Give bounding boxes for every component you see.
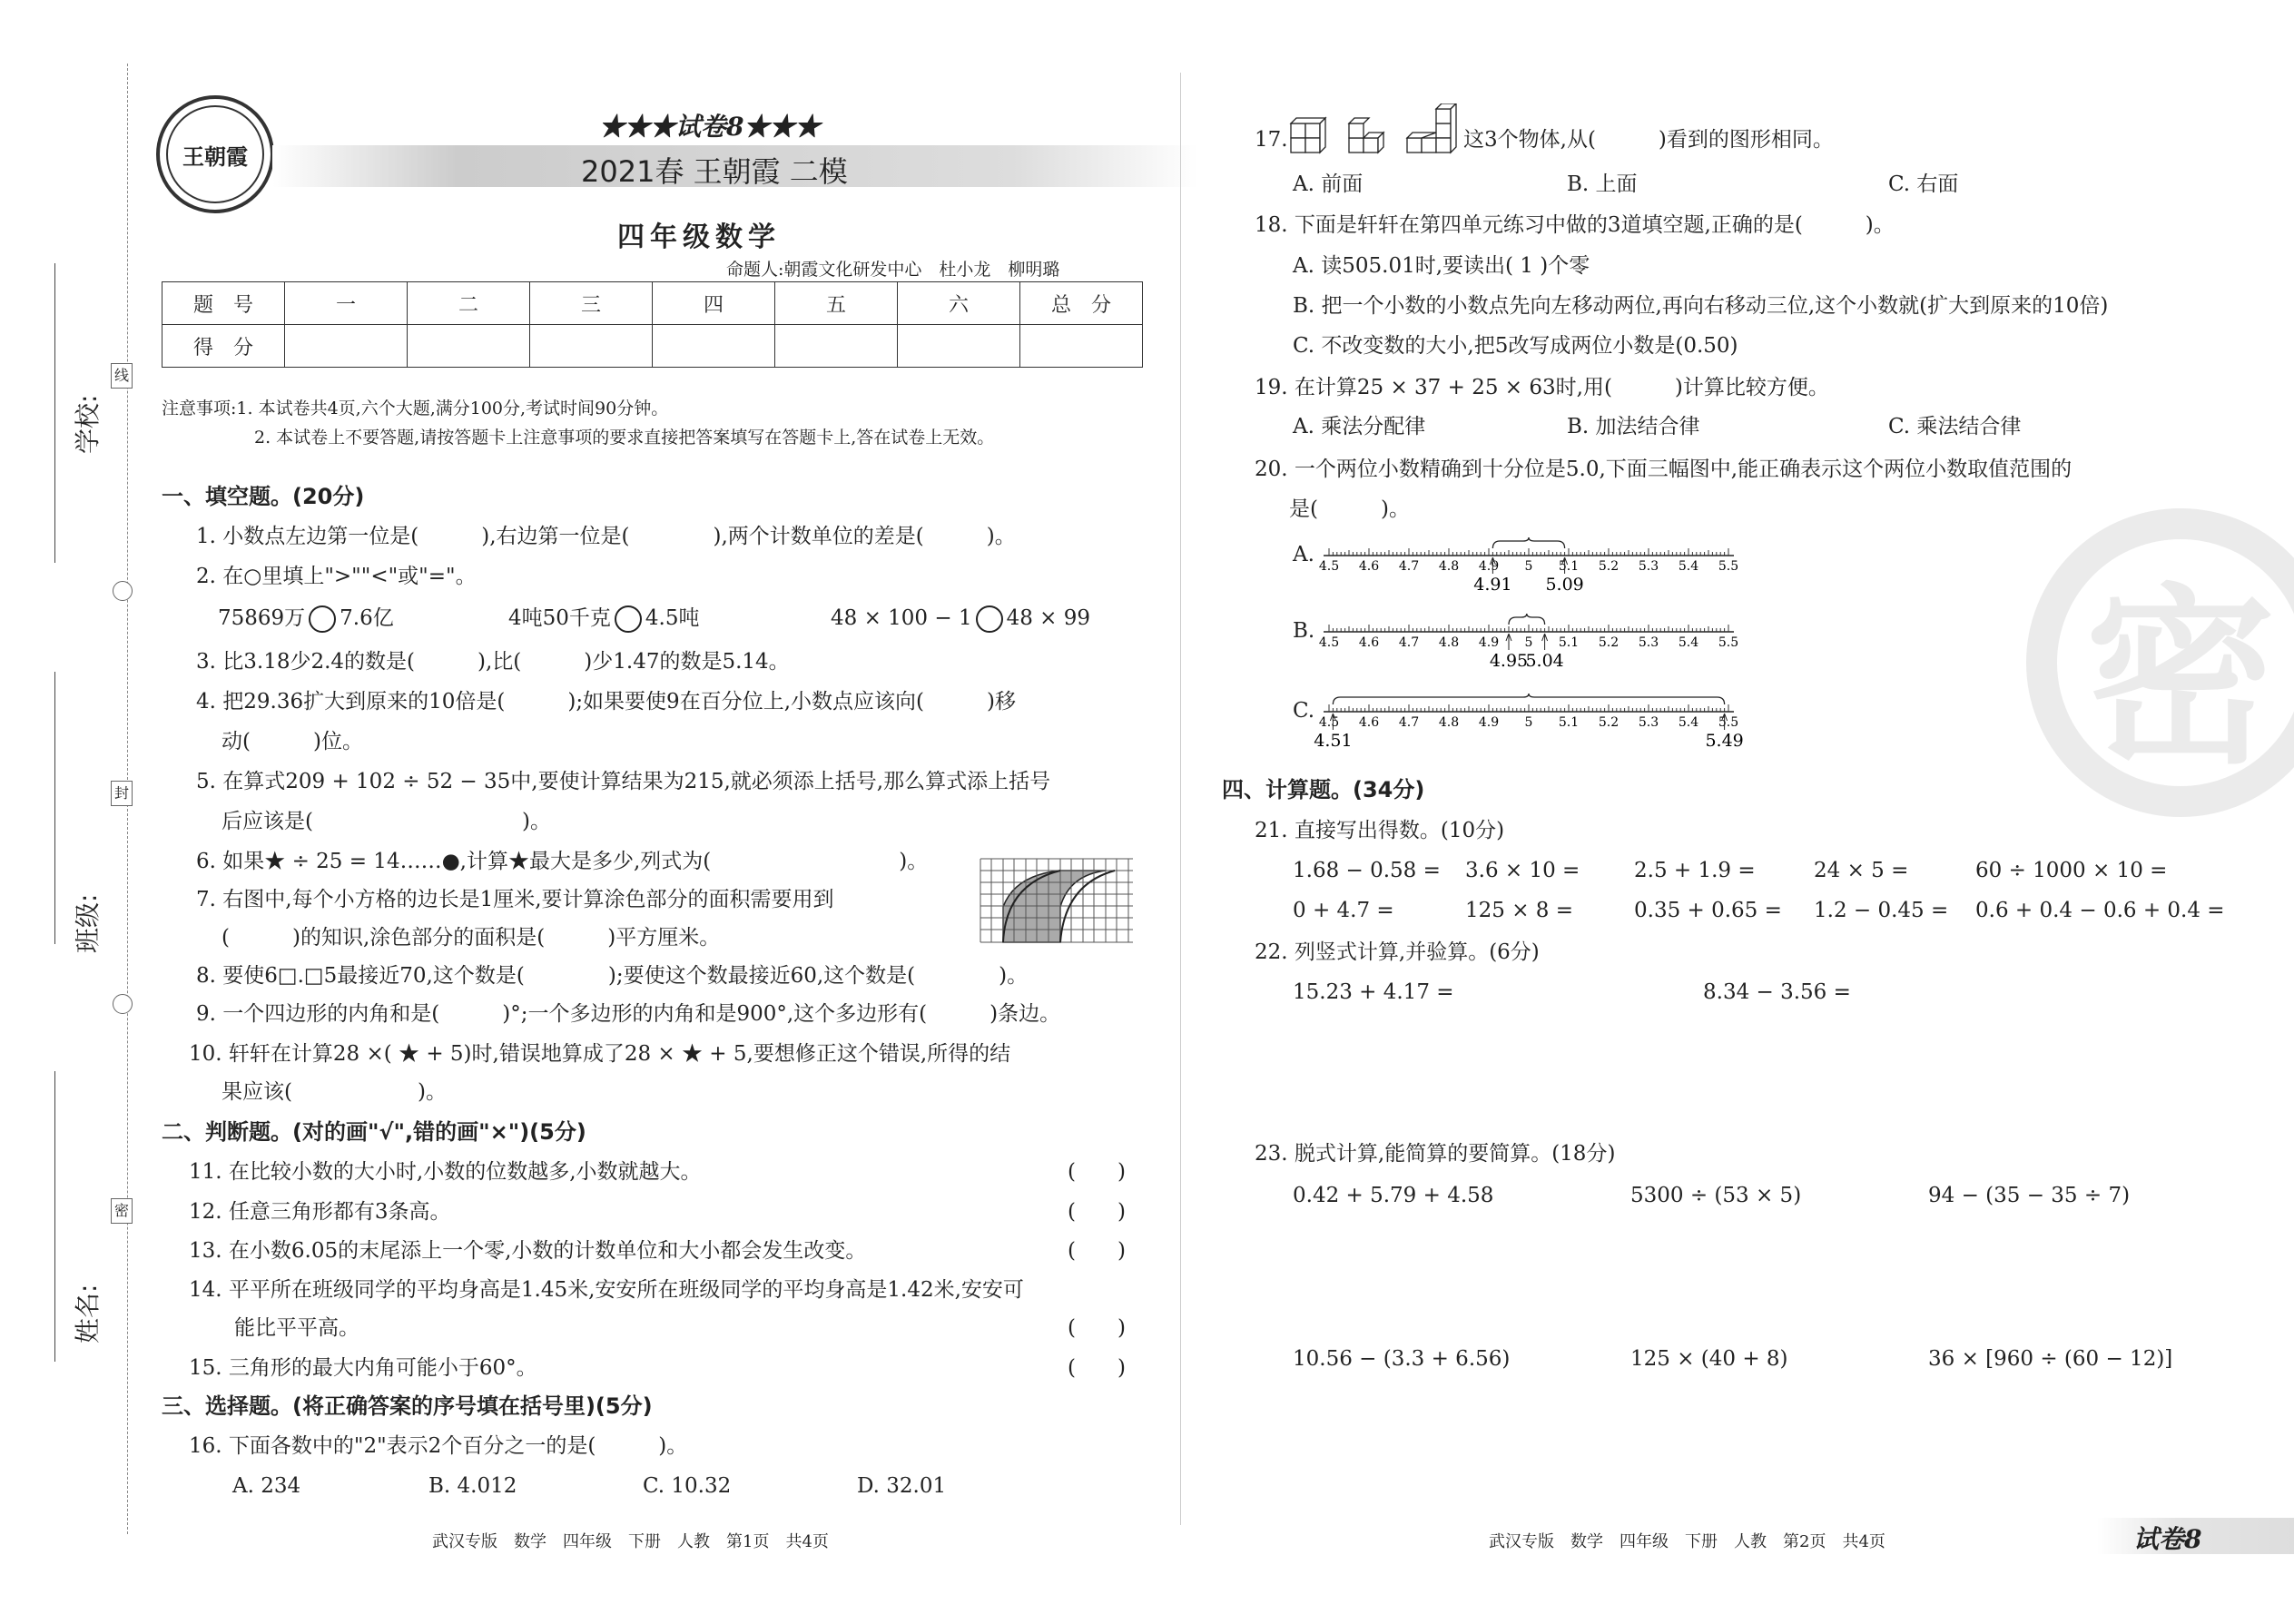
ruler-svg xyxy=(1307,614,1779,677)
section3-title: 三、选择题。(将正确答案的序号填在括号里)(5分) xyxy=(162,1393,653,1419)
q21-item: 24 × 5 = xyxy=(1814,859,1909,882)
ruler-tick-label: 5.3 xyxy=(1638,635,1659,650)
question-20-cont: 是( )。 xyxy=(1289,497,1410,521)
q21-item: 125 × 8 = xyxy=(1465,899,1574,922)
q16-option-d: D. 32.01 xyxy=(857,1474,947,1498)
answer-paren: ( ) xyxy=(1068,1239,1126,1263)
compare-circle-icon xyxy=(309,605,336,633)
q21-item: 1.2 − 0.45 = xyxy=(1814,899,1949,922)
ruler-tick-label: 4.6 xyxy=(1358,715,1380,730)
range-endpoint-label: 4.91 xyxy=(1473,575,1512,595)
q18-option-a: A. 读505.01时,要读出( 1 )个零 xyxy=(1293,254,1590,278)
q16-option-c: C. 10.32 xyxy=(643,1474,732,1498)
ruler-tick-label: 5.4 xyxy=(1678,635,1699,650)
note-1: 注意事项:1. 本试卷共4页,六个大题,满分100分,考试时间90分钟。 xyxy=(162,399,669,418)
q2-item-c: 48 × 100 − 1 48 × 99 xyxy=(831,605,1090,633)
score-header-cell: 三 xyxy=(530,282,653,325)
score-header-cell: 五 xyxy=(775,282,898,325)
q23-item: 94 − (35 − 35 ÷ 7) xyxy=(1928,1184,2131,1207)
binding-hole-icon xyxy=(113,994,133,1014)
ruler-tick-label: 4.5 xyxy=(1318,635,1340,650)
q21-item: 0.35 + 0.65 = xyxy=(1634,899,1782,922)
ruler-tick-label: 4.8 xyxy=(1438,715,1460,730)
q21-item: 1.68 − 0.58 = xyxy=(1293,859,1441,882)
ruler-tick-label: 4.7 xyxy=(1398,635,1420,650)
score-cell xyxy=(408,325,530,368)
score-row-label: 得 分 xyxy=(162,325,285,368)
ruler-tick-label: 4.6 xyxy=(1358,635,1380,650)
score-header-cell: 二 xyxy=(408,282,530,325)
score-table xyxy=(162,281,1143,368)
compare-circle-icon xyxy=(976,605,1003,633)
score-cell xyxy=(898,325,1020,368)
q17-option-c: C. 右面 xyxy=(1888,172,1959,196)
question-14-cont: 能比平平高。 xyxy=(234,1316,359,1340)
ruler-option-label: C. xyxy=(1293,699,1315,723)
range-endpoint-label: 4.95 xyxy=(1489,651,1529,671)
q16-option-a: A. 234 xyxy=(232,1474,301,1498)
score-header-cell: 六 xyxy=(898,282,1020,325)
ruler-tick-label: 5.2 xyxy=(1598,715,1620,730)
score-cell xyxy=(775,325,898,368)
exam-title: 2021春 王朝霞 二模 xyxy=(581,154,848,189)
binding-hole-icon xyxy=(113,581,133,601)
answer-paren: ( ) xyxy=(1068,1356,1126,1380)
range-endpoint-label: 5.04 xyxy=(1525,651,1564,671)
ruler-svg xyxy=(1307,694,1779,757)
q21-item: 0 + 4.7 = xyxy=(1293,899,1394,922)
footer-right: 武汉专版 数学 四年级 下册 人教 第2页 共4页 xyxy=(1489,1532,1885,1551)
ruler-tick-label: 5.5 xyxy=(1718,559,1739,574)
section1-title: 一、填空题。(20分) xyxy=(162,484,365,509)
class-label: 班级: xyxy=(73,893,103,953)
ruler-tick-label: 5.1 xyxy=(1558,715,1580,730)
question-16: 16. 下面各数中的"2"表示2个百分之一的是( )。 xyxy=(189,1434,688,1458)
score-cell xyxy=(530,325,653,368)
question-7: 7. 右图中,每个小方格的边长是1厘米,要计算涂色部分的面积需要用到 xyxy=(196,888,834,911)
question-6: 6. 如果★ ÷ 25 = 14……●,计算★最大是多少,列式为( )。 xyxy=(196,850,929,873)
question-8: 8. 要使6□.□5最接近70,这个数是( );要使这个数最接近60,这个数是( )。 xyxy=(196,964,1029,988)
question-22: 22. 列竖式计算,并验算。(6分) xyxy=(1255,940,1540,964)
q23-item: 5300 ÷ (53 × 5) xyxy=(1630,1184,1802,1207)
question-10: 10. 轩轩在计算28 ×( ★ + 5)时,错误地算成了28 × ★ + 5,要想修正这个错误,所得的结 xyxy=(189,1042,1011,1066)
range-brace xyxy=(1333,694,1724,704)
name-label: 姓名: xyxy=(73,1284,103,1343)
footer-paper-tag: 试卷8 xyxy=(2133,1524,2202,1554)
q21-item: 2.5 + 1.9 = xyxy=(1634,859,1756,882)
answer-paren: ( ) xyxy=(1068,1200,1126,1224)
score-header-cell: 四 xyxy=(653,282,775,325)
ruler-tick-label: 4.6 xyxy=(1358,559,1380,574)
logo-text: 王朝霞 xyxy=(166,105,264,203)
question-5-cont: 后应该是( )。 xyxy=(222,810,551,833)
ruler-tick-label: 5.3 xyxy=(1638,715,1659,730)
q21-item: 0.6 + 0.4 − 0.6 + 0.4 = xyxy=(1975,899,2225,922)
q19-option-c: C. 乘法结合律 xyxy=(1888,415,2022,438)
ruler-svg xyxy=(1307,537,1779,601)
q22-item: 15.23 + 4.17 = xyxy=(1293,980,1454,1004)
ruler-tick-label: 5.1 xyxy=(1558,635,1580,650)
secret-watermark: 密 xyxy=(2026,508,2294,817)
q23-item: 10.56 − (3.3 + 6.56) xyxy=(1293,1347,1511,1371)
range-endpoint-label: 5.49 xyxy=(1705,731,1744,751)
ruler-option-label: A. xyxy=(1293,543,1314,566)
ruler-tick-label: 5 xyxy=(1524,559,1533,574)
ruler-tick-label: 5.2 xyxy=(1598,559,1620,574)
footer-left: 武汉专版 数学 四年级 下册 人教 第1页 共4页 xyxy=(432,1532,829,1551)
q23-item: 125 × (40 + 8) xyxy=(1630,1347,1788,1371)
ruler-tick-label: 4.9 xyxy=(1478,715,1500,730)
question-21: 21. 直接写出得数。(10分) xyxy=(1255,819,1505,842)
question-3: 3. 比3.18少2.4的数是( ),比( )少1.47的数是5.14。 xyxy=(196,650,790,674)
q21-item: 60 ÷ 1000 × 10 = xyxy=(1975,859,2168,882)
question-2: 2. 在○里填上">""<"或"="。 xyxy=(196,565,477,588)
question-14: 14. 平平所在班级同学的平均身高是1.45米,安安所在班级同学的平均身高是1.42米,安安可 xyxy=(189,1278,1024,1302)
score-header-cell: 一 xyxy=(285,282,408,325)
ruler-tick-label: 5 xyxy=(1524,635,1533,650)
question-11: 11. 在比较小数的大小时,小数的位数越多,小数就越大。 xyxy=(189,1160,702,1184)
ruler-tick-label: 4.7 xyxy=(1398,559,1420,574)
q17-cubes-figure xyxy=(1289,103,1462,158)
q23-item: 0.42 + 5.79 + 4.58 xyxy=(1293,1184,1494,1207)
ruler-tick-label: 4.5 xyxy=(1318,715,1340,730)
section4-title: 四、计算题。(34分) xyxy=(1222,777,1425,802)
q16-option-b: B. 4.012 xyxy=(428,1474,517,1498)
question-7-cont: ( )的知识,涂色部分的面积是( )平方厘米。 xyxy=(222,926,721,950)
ruler-tick-label: 5.4 xyxy=(1678,559,1699,574)
subject-title: 四年级数学 xyxy=(617,221,781,253)
question-17: 这3个物体,从( )看到的图形相同。 xyxy=(1463,128,1834,152)
ruler-tick-label: 5.4 xyxy=(1678,715,1699,730)
ruler-tick-label: 5.3 xyxy=(1638,559,1659,574)
score-cell xyxy=(653,325,775,368)
school-label: 学校: xyxy=(73,394,103,454)
compare-circle-icon xyxy=(615,605,642,633)
q2-item-b: 4吨50千克 4.5吨 xyxy=(508,605,699,633)
ruler-tick-label: 4.7 xyxy=(1398,715,1420,730)
ruler-tick-label: 4.9 xyxy=(1478,635,1500,650)
ruler-tick-label: 4.8 xyxy=(1438,559,1460,574)
score-header-cell: 题 号 xyxy=(162,282,285,325)
q17-option-b: B. 上面 xyxy=(1567,172,1638,196)
score-header-cell: 总 分 xyxy=(1020,282,1143,325)
range-arrow xyxy=(1506,634,1511,650)
q18-option-b: B. 把一个小数的小数点先向左移动两位,再向右移动三位,这个小数就(扩大到原来的10倍) xyxy=(1293,294,2109,318)
question-19: 19. 在计算25 × 37 + 25 × 63时,用( )计算比较方便。 xyxy=(1255,376,1829,399)
mark-xian: 线 xyxy=(111,363,133,389)
score-cell xyxy=(1020,325,1143,368)
q22-item: 8.34 − 3.56 = xyxy=(1703,980,1851,1004)
question-18: 18. 下面是轩轩在第四单元练习中做的3道填空题,正确的是( )。 xyxy=(1255,213,1895,237)
page-divider xyxy=(1180,73,1181,1525)
mark-mi: 密 xyxy=(111,1198,133,1224)
ruler-tick-label: 4.5 xyxy=(1318,559,1340,574)
q19-option-b: B. 加法结合律 xyxy=(1567,415,1700,438)
range-arrow xyxy=(1542,634,1548,650)
ruler-tick-label: 5 xyxy=(1524,715,1533,730)
q17-option-a: A. 前面 xyxy=(1293,172,1364,196)
grid-figure xyxy=(979,857,1135,948)
ruler-tick-label: 5.5 xyxy=(1718,715,1739,730)
note-2: 2. 本试卷上不要答题,请按答题卡上注意事项的要求直接把答案填写在答题卡上,答在试卷上无效。 xyxy=(254,428,995,448)
range-brace xyxy=(1509,614,1545,625)
question-4: 4. 把29.36扩大到原来的10倍是( );如果要使9在百分位上,小数点应该向( )移 xyxy=(196,690,1016,714)
paper-tag: ★★★试卷8★★★ xyxy=(599,112,821,142)
question-4-cont: 动( )位。 xyxy=(222,730,363,753)
q18-option-c: C. 不改变数的大小,把5改写成两位小数是(0.50) xyxy=(1293,334,1738,358)
brand-logo xyxy=(156,95,274,213)
section2-title: 二、判断题。(对的画"√",错的画"×")(5分) xyxy=(162,1119,586,1145)
q19-option-a: A. 乘法分配律 xyxy=(1293,415,1426,438)
question-23: 23. 脱式计算,能简算的要简算。(18分) xyxy=(1255,1142,1616,1166)
question-1: 1. 小数点左边第一位是( ),右边第一位是( ),两个计数单位的差是( )。 xyxy=(196,525,1016,548)
score-cell xyxy=(285,325,408,368)
question-20: 20. 一个两位小数精确到十分位是5.0,下面三幅图中,能正确表示这个两位小数取值范围的 xyxy=(1255,458,2072,481)
question-5: 5. 在算式209 + 102 ÷ 52 − 35中,要使计算结果为215,就必须添上括号,那么算式添上括号 xyxy=(196,770,1051,793)
ruler-tick-label: 4.8 xyxy=(1438,635,1460,650)
ruler-tick-label: 5.1 xyxy=(1558,559,1580,574)
q23-item: 36 × [960 ÷ (60 − 12)] xyxy=(1928,1347,2173,1371)
question-9: 9. 一个四边形的内角和是( )°;一个多边形的内角和是900°,这个多边形有( )条边。 xyxy=(196,1002,1061,1026)
question-10-cont: 果应该( )。 xyxy=(222,1080,447,1104)
authors: 命题人:朝霞文化研发中心 杜小龙 柳明璐 xyxy=(726,260,1060,280)
range-endpoint-label: 5.09 xyxy=(1545,575,1584,595)
mark-feng: 封 xyxy=(111,781,133,806)
answer-paren: ( ) xyxy=(1068,1316,1126,1340)
ruler-tick-label: 5.2 xyxy=(1598,635,1620,650)
question-13: 13. 在小数6.05的末尾添上一个零,小数的计数单位和大小都会发生改变。 xyxy=(189,1239,867,1263)
question-12: 12. 任意三角形都有3条高。 xyxy=(189,1200,451,1224)
q2-item-a: 75869万 7.6亿 xyxy=(218,605,394,633)
answer-paren: ( ) xyxy=(1068,1160,1126,1184)
range-brace xyxy=(1492,537,1564,548)
q17-number: 17. xyxy=(1255,128,1288,152)
range-endpoint-label: 4.51 xyxy=(1314,731,1353,751)
q21-item: 3.6 × 10 = xyxy=(1465,859,1580,882)
ruler-tick-label: 4.9 xyxy=(1478,559,1500,574)
ruler-tick-label: 5.5 xyxy=(1718,635,1739,650)
ruler-option-label: B. xyxy=(1293,619,1315,643)
question-15: 15. 三角形的最大内角可能小于60°。 xyxy=(189,1356,537,1380)
